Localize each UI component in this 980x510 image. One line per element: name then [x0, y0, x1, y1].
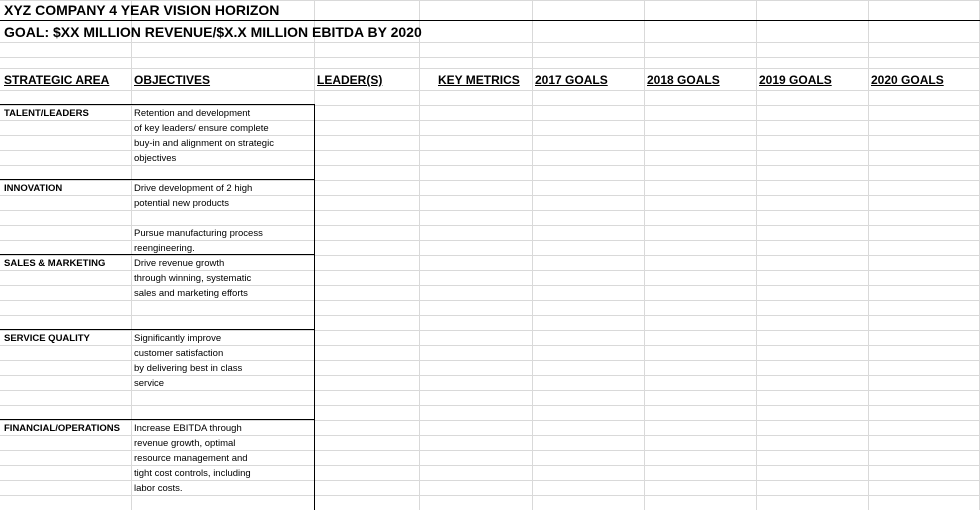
header-2018-goals[interactable]: 2018 GOALS — [647, 73, 720, 87]
header-key-metrics[interactable]: KEY METRICS — [438, 73, 520, 87]
objective-line[interactable]: reengineering. — [134, 243, 195, 254]
grid-row-line — [0, 0, 980, 1]
objective-line[interactable]: Increase EBITDA through — [134, 423, 242, 434]
grid-row-line — [0, 68, 980, 69]
header-objectives[interactable]: OBJECTIVES — [134, 73, 211, 87]
grid-row-line — [0, 345, 980, 346]
cell-border-line — [0, 20, 980, 21]
grid-row-line — [0, 240, 980, 241]
objective-line[interactable]: labor costs. — [134, 483, 183, 494]
objective-line[interactable]: through winning, systematic — [134, 273, 252, 284]
header-2017-goals[interactable]: 2017 GOALS — [535, 73, 608, 87]
objective-line[interactable]: sales and marketing efforts — [134, 288, 248, 299]
objective-line[interactable]: tight cost controls, including — [134, 468, 251, 479]
area-service-quality[interactable]: SERVICE QUALITY — [4, 333, 90, 344]
objective-line[interactable]: Significantly improve — [134, 333, 222, 344]
grid-column-line — [644, 0, 645, 510]
grid-row-line — [0, 360, 980, 361]
objective-line[interactable]: customer satisfaction — [134, 348, 224, 359]
cell-border-line — [0, 179, 315, 180]
objective-line[interactable]: objectives — [134, 153, 177, 164]
grid-column-line — [868, 0, 869, 510]
cell-border-line — [0, 419, 315, 420]
objective-line[interactable]: by delivering best in class — [134, 363, 243, 374]
objective-line[interactable]: Retention and development — [134, 108, 251, 119]
cell-border-line — [0, 254, 315, 255]
area-talent-leaders[interactable]: TALENT/LEADERS — [4, 108, 89, 119]
area-financial-operations[interactable]: FINANCIAL/OPERATIONS — [4, 423, 120, 434]
grid-column-line — [131, 0, 132, 510]
sheet-title[interactable]: XYZ COMPANY 4 YEAR VISION HORIZON — [4, 2, 280, 18]
grid-row-line — [0, 450, 980, 451]
grid-row-line — [0, 225, 980, 226]
header-2019-goals[interactable]: 2019 GOALS — [759, 73, 832, 87]
grid-row-line — [0, 90, 980, 91]
grid-row-line — [0, 255, 980, 256]
grid-row-line — [0, 135, 980, 136]
objective-line[interactable]: Drive revenue growth — [134, 258, 225, 269]
objective-line[interactable]: service — [134, 378, 165, 389]
header-2020-goals[interactable]: 2020 GOALS — [871, 73, 944, 87]
area-sales-marketing[interactable]: SALES & MARKETING — [4, 258, 106, 269]
objective-line[interactable]: Drive development of 2 high — [134, 183, 253, 194]
grid-row-line — [0, 210, 980, 211]
cell-border-line — [0, 329, 315, 330]
grid-row-line — [0, 165, 980, 166]
objective-line[interactable]: buy-in and alignment on strategic — [134, 138, 274, 149]
grid-row-line — [0, 390, 980, 391]
sheet-goal[interactable]: GOAL: $XX MILLION REVENUE/$X.X MILLION EBITDA BY 2020 — [4, 24, 422, 40]
grid-row-line — [0, 180, 980, 181]
grid-row-line — [0, 315, 980, 316]
grid-row-line — [0, 330, 980, 331]
grid-row-line — [0, 195, 980, 196]
cell-border-line — [314, 104, 315, 510]
grid-row-line — [0, 57, 980, 58]
grid-column-line — [419, 0, 420, 510]
grid-row-line — [0, 300, 980, 301]
grid-row-line — [0, 270, 980, 271]
grid-row-line — [0, 120, 980, 121]
grid-row-line — [0, 105, 980, 106]
grid-row-line — [0, 435, 980, 436]
header-strategic-area[interactable]: STRATEGIC AREA — [4, 73, 110, 87]
objective-line[interactable]: of key leaders/ ensure complete — [134, 123, 269, 134]
area-innovation[interactable]: INNOVATION — [4, 183, 63, 194]
grid-row-line — [0, 42, 980, 43]
grid-row-line — [0, 375, 980, 376]
objective-line[interactable]: resource management and — [134, 453, 248, 464]
grid-row-line — [0, 405, 980, 406]
grid-row-line — [0, 285, 980, 286]
grid-row-line — [0, 465, 980, 466]
grid-row-line — [0, 150, 980, 151]
grid-row-line — [0, 420, 980, 421]
grid-column-line — [532, 0, 533, 510]
grid-row-line — [0, 480, 980, 481]
grid-column-line — [756, 0, 757, 510]
objective-line[interactable]: potential new products — [134, 198, 230, 209]
cell-border-line — [0, 104, 315, 105]
header-leaders[interactable]: LEADER(S) — [317, 73, 383, 87]
objective-line[interactable]: Pursue manufacturing process — [134, 228, 263, 239]
grid-row-line — [0, 495, 980, 496]
objective-line[interactable]: revenue growth, optimal — [134, 438, 236, 449]
